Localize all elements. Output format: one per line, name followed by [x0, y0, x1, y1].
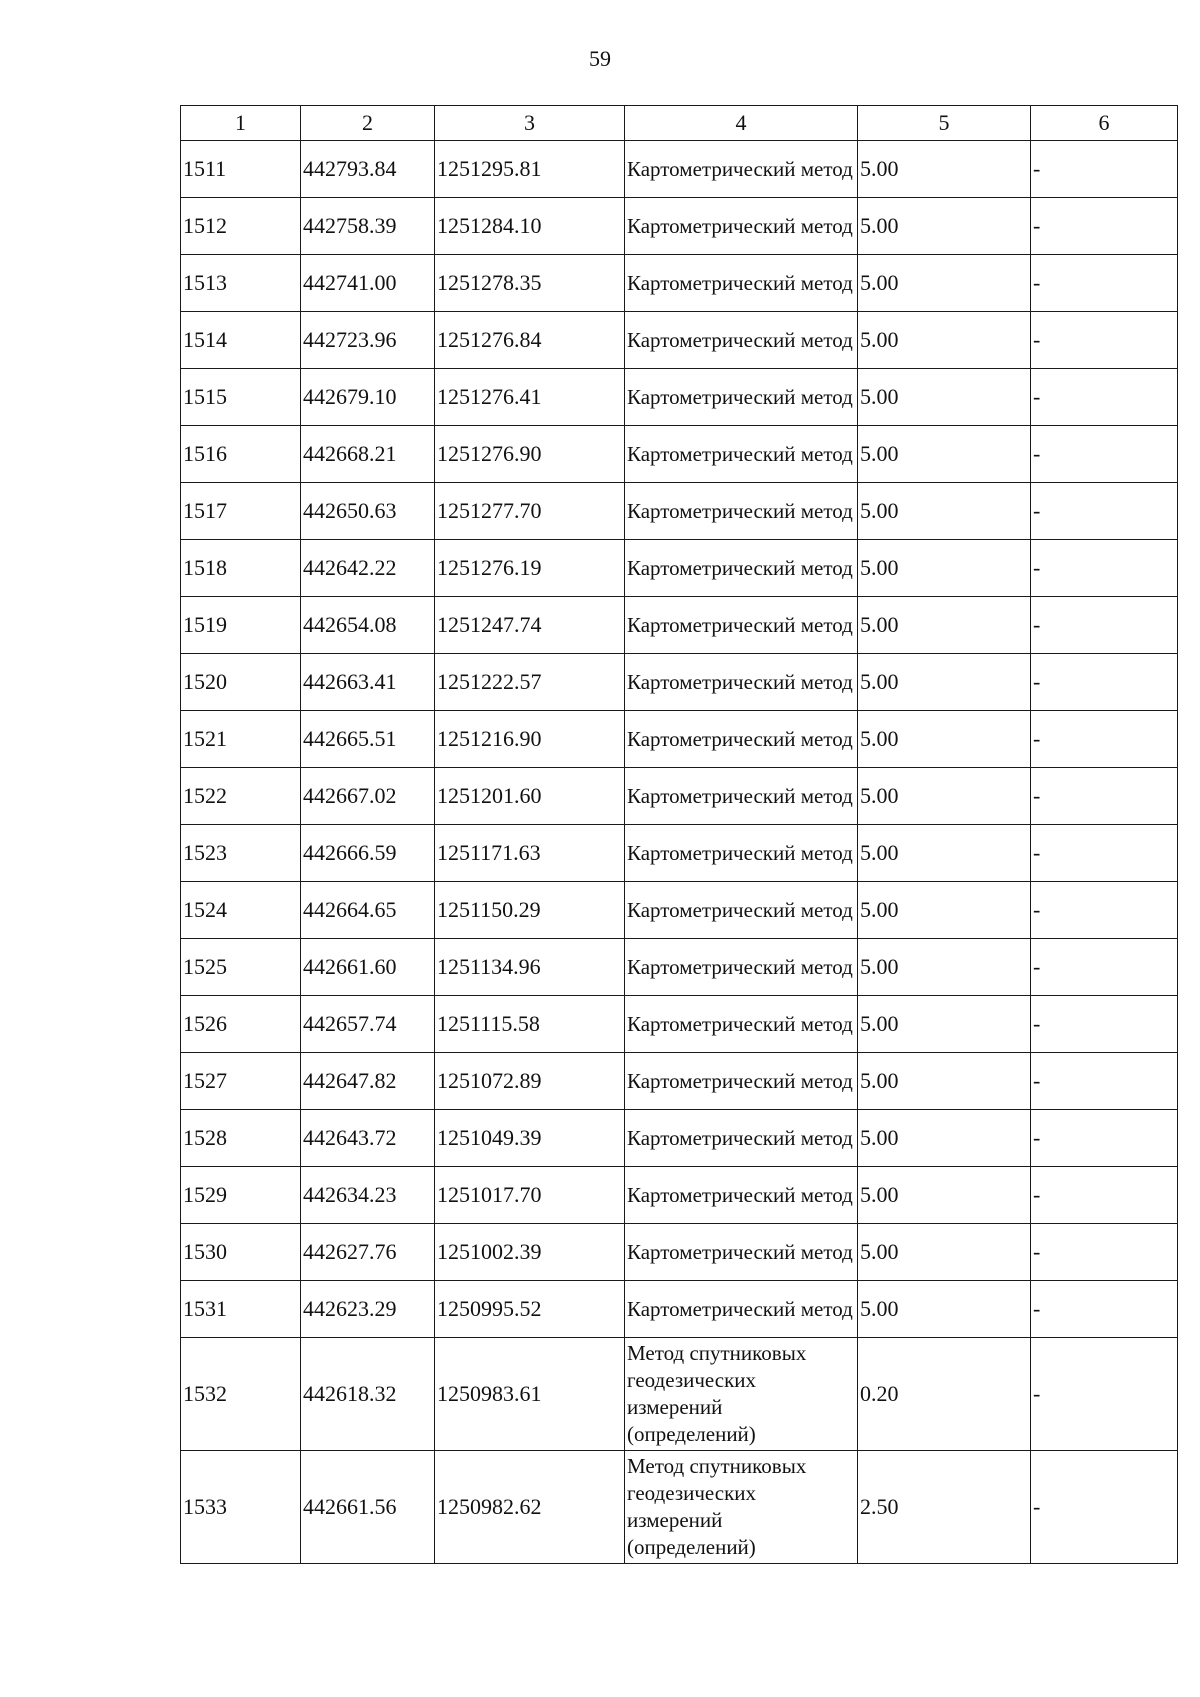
method-cell: Картометрический метод	[625, 198, 858, 255]
x-coordinate-cell: 442666.59	[301, 825, 435, 882]
y-coordinate-cell: 1251295.81	[435, 141, 625, 198]
note-cell: -	[1031, 255, 1178, 312]
point-number-cell: 1513	[181, 255, 301, 312]
accuracy-cell: 5.00	[858, 369, 1031, 426]
accuracy-cell: 5.00	[858, 768, 1031, 825]
column-header: 4	[625, 106, 858, 141]
accuracy-cell: 5.00	[858, 597, 1031, 654]
note-cell: -	[1031, 312, 1178, 369]
x-coordinate-cell: 442642.22	[301, 540, 435, 597]
x-coordinate-cell: 442668.21	[301, 426, 435, 483]
note-cell: -	[1031, 996, 1178, 1053]
y-coordinate-cell: 1251276.84	[435, 312, 625, 369]
note-cell: -	[1031, 426, 1178, 483]
column-header: 1	[181, 106, 301, 141]
accuracy-cell: 5.00	[858, 483, 1031, 540]
x-coordinate-cell: 442679.10	[301, 369, 435, 426]
accuracy-cell: 5.00	[858, 198, 1031, 255]
x-coordinate-cell: 442654.08	[301, 597, 435, 654]
method-cell: Картометрический метод	[625, 1110, 858, 1167]
y-coordinate-cell: 1251276.41	[435, 369, 625, 426]
point-number-cell: 1511	[181, 141, 301, 198]
y-coordinate-cell: 1251222.57	[435, 654, 625, 711]
column-header: 3	[435, 106, 625, 141]
method-cell: Картометрический метод	[625, 1224, 858, 1281]
column-header: 2	[301, 106, 435, 141]
x-coordinate-cell: 442650.63	[301, 483, 435, 540]
table-row	[181, 540, 1178, 597]
note-cell: -	[1031, 198, 1178, 255]
point-number-cell: 1516	[181, 426, 301, 483]
table-row	[181, 1338, 1178, 1451]
y-coordinate-cell: 1250983.61	[435, 1338, 625, 1451]
y-coordinate-cell: 1251276.90	[435, 426, 625, 483]
method-cell: Картометрический метод	[625, 540, 858, 597]
point-number-cell: 1525	[181, 939, 301, 996]
method-cell: Картометрический метод	[625, 711, 858, 768]
point-number-cell: 1517	[181, 483, 301, 540]
note-cell: -	[1031, 540, 1178, 597]
table-body	[181, 141, 1178, 1564]
method-cell: Картометрический метод	[625, 369, 858, 426]
y-coordinate-cell: 1251277.70	[435, 483, 625, 540]
note-cell: -	[1031, 1110, 1178, 1167]
x-coordinate-cell: 442634.23	[301, 1167, 435, 1224]
method-cell: Метод спутниковых геодезических измерений (определений)	[625, 1451, 858, 1564]
method-cell: Картометрический метод	[625, 654, 858, 711]
y-coordinate-cell: 1251150.29	[435, 882, 625, 939]
point-number-cell: 1519	[181, 597, 301, 654]
point-number-cell: 1515	[181, 369, 301, 426]
note-cell: -	[1031, 825, 1178, 882]
method-cell: Картометрический метод	[625, 483, 858, 540]
y-coordinate-cell: 1251002.39	[435, 1224, 625, 1281]
accuracy-cell: 5.00	[858, 1224, 1031, 1281]
point-number-cell: 1521	[181, 711, 301, 768]
page-number: 59	[589, 46, 611, 71]
column-header: 5	[858, 106, 1031, 141]
note-cell: -	[1031, 1338, 1178, 1451]
note-cell: -	[1031, 1224, 1178, 1281]
accuracy-cell: 2.50	[858, 1451, 1031, 1564]
accuracy-cell: 5.00	[858, 255, 1031, 312]
table-row	[181, 654, 1178, 711]
table-row	[181, 882, 1178, 939]
accuracy-cell: 5.00	[858, 312, 1031, 369]
point-number-cell: 1512	[181, 198, 301, 255]
accuracy-cell: 5.00	[858, 939, 1031, 996]
point-number-cell: 1529	[181, 1167, 301, 1224]
method-cell: Картометрический метод	[625, 312, 858, 369]
method-cell: Картометрический метод	[625, 1281, 858, 1338]
y-coordinate-cell: 1251247.74	[435, 597, 625, 654]
table-row	[181, 198, 1178, 255]
point-number-cell: 1531	[181, 1281, 301, 1338]
y-coordinate-cell: 1251278.35	[435, 255, 625, 312]
x-coordinate-cell: 442647.82	[301, 1053, 435, 1110]
table-row	[181, 825, 1178, 882]
note-cell: -	[1031, 1167, 1178, 1224]
x-coordinate-cell: 442623.29	[301, 1281, 435, 1338]
point-number-cell: 1522	[181, 768, 301, 825]
method-cell: Картометрический метод	[625, 1167, 858, 1224]
x-coordinate-cell: 442657.74	[301, 996, 435, 1053]
point-number-cell: 1527	[181, 1053, 301, 1110]
point-number-cell: 1533	[181, 1451, 301, 1564]
table-row	[181, 711, 1178, 768]
accuracy-cell: 5.00	[858, 1281, 1031, 1338]
y-coordinate-cell: 1251216.90	[435, 711, 625, 768]
accuracy-cell: 0.20	[858, 1338, 1031, 1451]
method-cell: Картометрический метод	[625, 825, 858, 882]
table-row	[181, 141, 1178, 198]
method-cell: Картометрический метод	[625, 1053, 858, 1110]
table-row	[181, 996, 1178, 1053]
point-number-cell: 1524	[181, 882, 301, 939]
x-coordinate-cell: 442723.96	[301, 312, 435, 369]
method-cell: Картометрический метод	[625, 597, 858, 654]
method-cell: Картометрический метод	[625, 426, 858, 483]
method-cell: Картометрический метод	[625, 255, 858, 312]
note-cell: -	[1031, 1281, 1178, 1338]
table-row	[181, 939, 1178, 996]
point-number-cell: 1520	[181, 654, 301, 711]
table-row	[181, 1451, 1178, 1564]
point-number-cell: 1532	[181, 1338, 301, 1451]
note-cell: -	[1031, 711, 1178, 768]
accuracy-cell: 5.00	[858, 141, 1031, 198]
method-cell: Картометрический метод	[625, 996, 858, 1053]
accuracy-cell: 5.00	[858, 426, 1031, 483]
table-row	[181, 768, 1178, 825]
note-cell: -	[1031, 939, 1178, 996]
accuracy-cell: 5.00	[858, 996, 1031, 1053]
y-coordinate-cell: 1251201.60	[435, 768, 625, 825]
x-coordinate-cell: 442661.56	[301, 1451, 435, 1564]
x-coordinate-cell: 442661.60	[301, 939, 435, 996]
accuracy-cell: 5.00	[858, 1167, 1031, 1224]
note-cell: -	[1031, 369, 1178, 426]
table-row	[181, 1053, 1178, 1110]
y-coordinate-cell: 1251284.10	[435, 198, 625, 255]
point-number-cell: 1530	[181, 1224, 301, 1281]
x-coordinate-cell: 442793.84	[301, 141, 435, 198]
note-cell: -	[1031, 882, 1178, 939]
point-number-cell: 1514	[181, 312, 301, 369]
x-coordinate-cell: 442664.65	[301, 882, 435, 939]
table-row	[181, 597, 1178, 654]
coordinates-table	[180, 105, 1178, 1564]
table-row	[181, 255, 1178, 312]
y-coordinate-cell: 1251017.70	[435, 1167, 625, 1224]
x-coordinate-cell: 442663.41	[301, 654, 435, 711]
note-cell: -	[1031, 768, 1178, 825]
accuracy-cell: 5.00	[858, 540, 1031, 597]
method-cell: Картометрический метод	[625, 939, 858, 996]
table-row	[181, 483, 1178, 540]
note-cell: -	[1031, 141, 1178, 198]
note-cell: -	[1031, 597, 1178, 654]
note-cell: -	[1031, 1451, 1178, 1564]
point-number-cell: 1518	[181, 540, 301, 597]
table-row	[181, 369, 1178, 426]
y-coordinate-cell: 1250995.52	[435, 1281, 625, 1338]
accuracy-cell: 5.00	[858, 825, 1031, 882]
note-cell: -	[1031, 654, 1178, 711]
x-coordinate-cell: 442665.51	[301, 711, 435, 768]
y-coordinate-cell: 1251049.39	[435, 1110, 625, 1167]
y-coordinate-cell: 1251115.58	[435, 996, 625, 1053]
method-cell: Картометрический метод	[625, 141, 858, 198]
method-cell: Картометрический метод	[625, 882, 858, 939]
table-row	[181, 1281, 1178, 1338]
method-cell: Метод спутниковых геодезических измерений (определений)	[625, 1338, 858, 1451]
table-row	[181, 312, 1178, 369]
point-number-cell: 1526	[181, 996, 301, 1053]
x-coordinate-cell: 442667.02	[301, 768, 435, 825]
accuracy-cell: 5.00	[858, 882, 1031, 939]
method-cell: Картометрический метод	[625, 768, 858, 825]
table-row	[181, 1167, 1178, 1224]
x-coordinate-cell: 442618.32	[301, 1338, 435, 1451]
x-coordinate-cell: 442741.00	[301, 255, 435, 312]
table-row	[181, 426, 1178, 483]
table-row	[181, 1224, 1178, 1281]
y-coordinate-cell: 1251276.19	[435, 540, 625, 597]
x-coordinate-cell: 442643.72	[301, 1110, 435, 1167]
x-coordinate-cell: 442758.39	[301, 198, 435, 255]
accuracy-cell: 5.00	[858, 654, 1031, 711]
table-row	[181, 1110, 1178, 1167]
point-number-cell: 1523	[181, 825, 301, 882]
y-coordinate-cell: 1250982.62	[435, 1451, 625, 1564]
y-coordinate-cell: 1251171.63	[435, 825, 625, 882]
note-cell: -	[1031, 483, 1178, 540]
point-number-cell: 1528	[181, 1110, 301, 1167]
accuracy-cell: 5.00	[858, 1053, 1031, 1110]
note-cell: -	[1031, 1053, 1178, 1110]
accuracy-cell: 5.00	[858, 1110, 1031, 1167]
y-coordinate-cell: 1251072.89	[435, 1053, 625, 1110]
table-header-row	[181, 106, 1178, 141]
accuracy-cell: 5.00	[858, 711, 1031, 768]
y-coordinate-cell: 1251134.96	[435, 939, 625, 996]
column-header: 6	[1031, 106, 1178, 141]
x-coordinate-cell: 442627.76	[301, 1224, 435, 1281]
